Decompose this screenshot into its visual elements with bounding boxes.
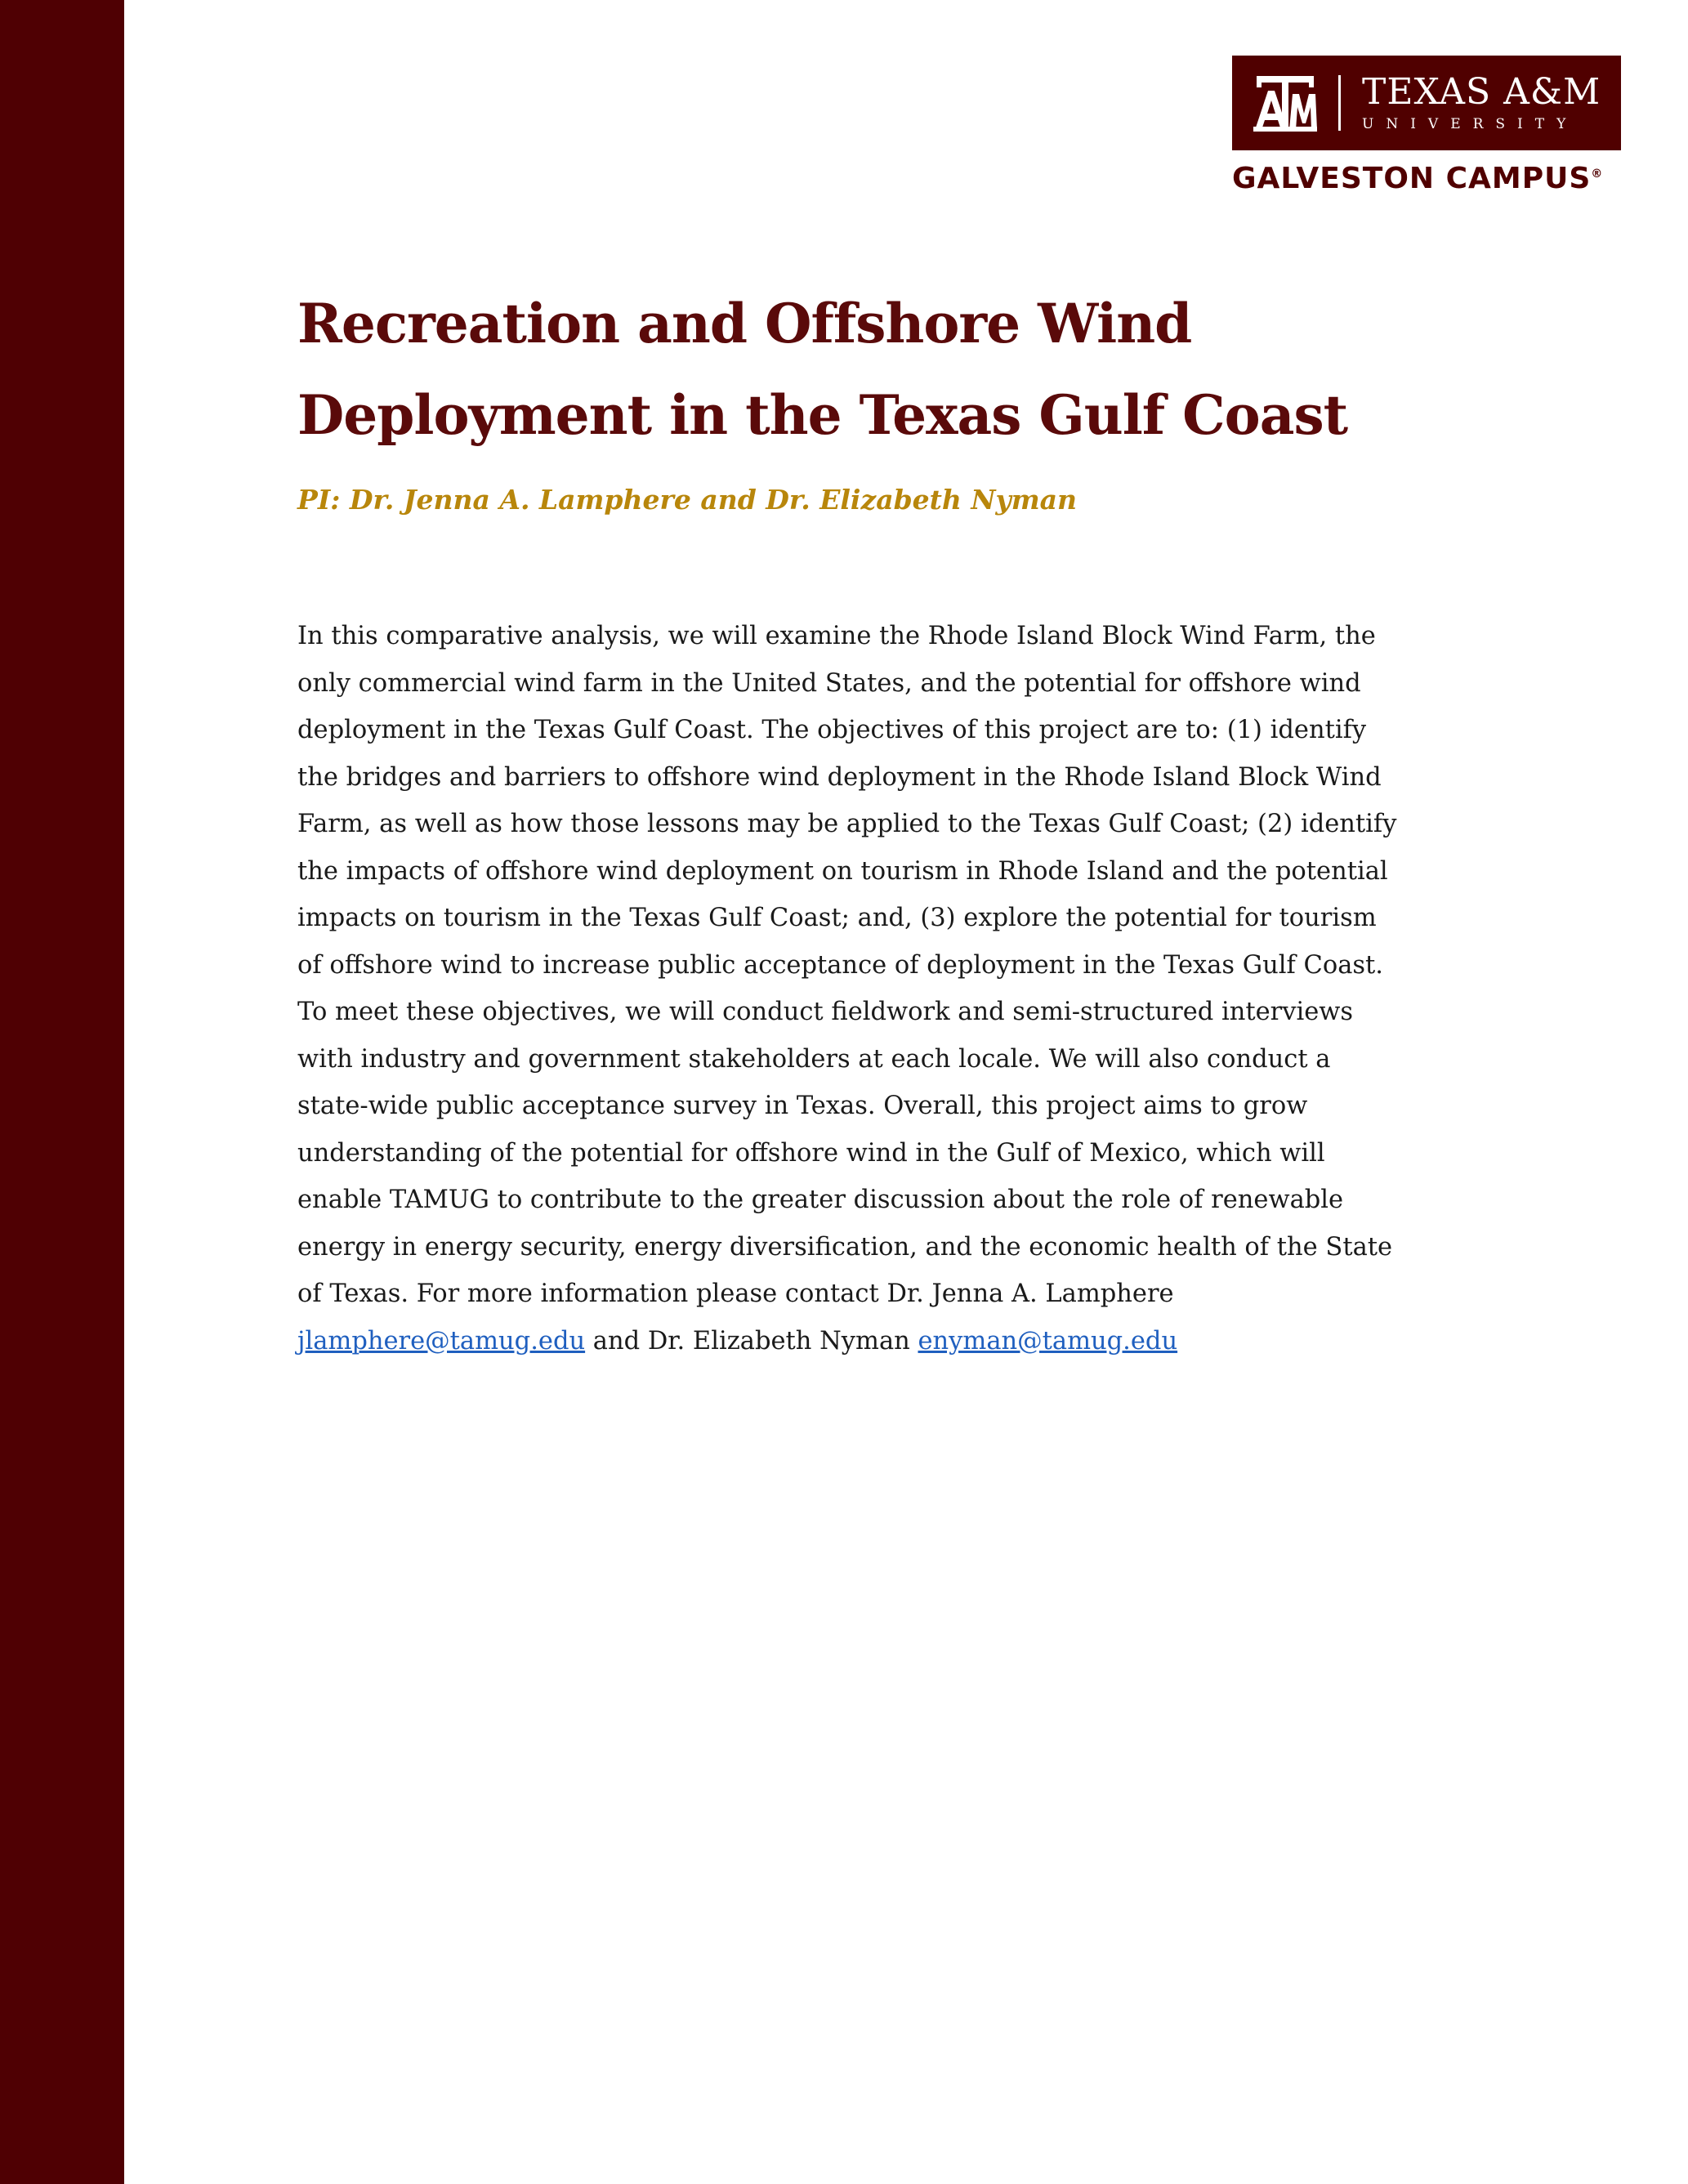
- logo-divider: [1338, 75, 1341, 131]
- university-logo: [1232, 56, 1623, 195]
- logo-box: [1232, 56, 1621, 150]
- document-title: Recreation and Offshore Wind Deployment in the Texas Gulf Coast: [297, 292, 1348, 447]
- logo-university-label: UNIVERSITY: [1362, 116, 1579, 132]
- logo-text: [1362, 72, 1601, 134]
- paragraph-connector: and Dr. Elizabeth Nyman: [585, 1326, 918, 1356]
- campus-label: GALVESTON CAMPUS: [1232, 162, 1592, 195]
- logo-university-name: TEXAS A&M: [1362, 71, 1601, 113]
- atm-monogram-icon: [1232, 56, 1338, 150]
- paragraph-text: In this comparative analysis, we will examine the Rhode Island Block Wind Farm, the only commercial wind farm in the United States, and the potential for offshore wind deployment in the Texas Gulf Coast. The objectives of this project are to: (1) identify the bridges and barriers to offshore wind deployment in the Rhode Island Block Wind Farm, as well as how those lessons may be applied to the Texas Gulf Coast; (2) identify the impacts of offshore wind deployment on tourism in Rhode Island and the potential impacts on tourism in the Texas Gulf Coast; and, (3) explore the potential for tourism of offshore wind to increase public acceptance of deployment in the Texas Gulf Coast. To meet these objectives, we will conduct fieldwork and semi-structured interviews with industry and government stakeholders at each locale. We will also conduct a state-wide public acceptance survey in Texas. Overall, this project aims to grow understanding of the potential for offshore wind in the Gulf of Mexico, which will enable TAMUG to contribute to the greater discussion about the role of renewable energy in energy security, energy diversification, and the economic health of the State of Texas. For more information please contact Dr. Jenna A. Lamphere: [297, 622, 1397, 1308]
- left-sidebar-band: [0, 0, 124, 2184]
- body-paragraph: [297, 613, 1400, 1364]
- logo-campus-name: [1232, 162, 1623, 195]
- email-link-nyman[interactable]: enyman@tamug.edu: [918, 1326, 1178, 1356]
- registered-mark: ®: [1591, 167, 1604, 181]
- principal-investigators: PI: Dr. Jenna A. Lamphere and Dr. Elizabeth Nyman: [297, 484, 1078, 516]
- email-link-lamphere[interactable]: jlamphere@tamug.edu: [297, 1326, 586, 1356]
